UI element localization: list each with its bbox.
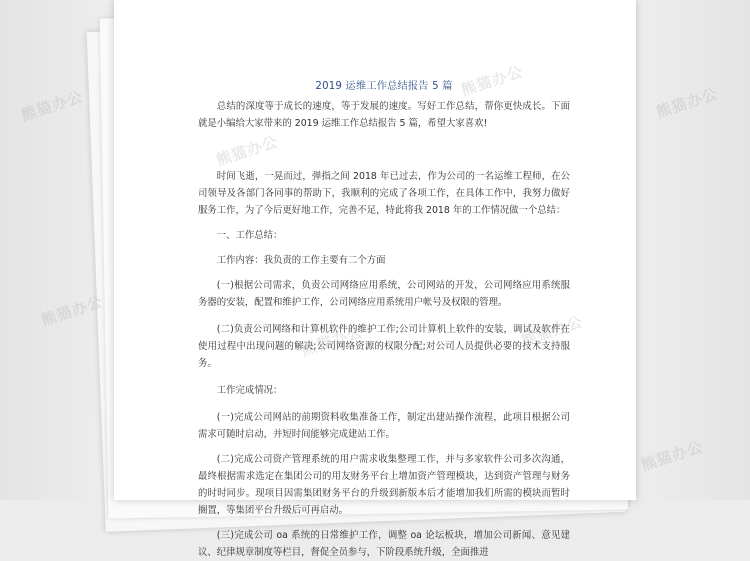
paragraph-completion-3: (三)完成公司 oa 系统的日常维护工作，调整 oa 论坛板块，增加公司新闻、意见建议、纪律规章制度等栏目，督促全员参与，下阶段系统升级，全面推进	[198, 530, 570, 558]
paragraph-item-1: (一)根据公司需求，负责公司网络应用系统，公司网站的开发，公司网络应用系统服务器的安装，配置和维护工作，公司网络应用系统用户帐号及权限的管理。	[198, 280, 570, 308]
document-title: 2019 运维工作总结报告 5 篇	[315, 81, 453, 92]
paragraph-completion-2: (二)完成公司资产管理系统的用户需求收集整理工作，并与多家软件公司多次沟通，最终根据需求选定在集团公司的用友财务平台上增加资产管理模块，达到资产管理与财务的时时同步。现项目因需集团财务平台的升级到新版本后才能增加我们所需的模块而暂时搁置，等集团平台升级后可再启动。	[198, 454, 570, 516]
watermark-text: 熊猫办公	[213, 132, 281, 170]
document-page	[114, 0, 636, 558]
watermark-text: 熊猫办公	[38, 292, 106, 330]
paragraph-completion-1: (一)完成公司网站的前期资料收集准备工作，制定出建站操作流程，此项目根据公司需求可随时启动，并短时间能够完成建站工作。	[198, 412, 570, 440]
paragraph-item-2: (二)负责公司网络和计算机软件的维护工作;公司计算机上软件的安装，调试及软件在使用过程中出现问题的解决;公司网络资源的权限分配;对公司人员提供必要的技术支持服务。	[198, 324, 570, 369]
watermark-text: 熊猫办公	[298, 322, 366, 360]
document-content	[198, 78, 570, 561]
watermark-text: 熊猫办公	[638, 437, 706, 475]
watermark-text: 熊猫办公	[653, 84, 721, 122]
section-heading: 一、工作总结：	[216, 230, 283, 241]
intro-paragraph: 总结的深度等于成长的速度，等于发展的速度。写好工作总结，帮你更快成长。下面就是小编给大家带来的 2019 运维工作总结报告 5 篇，希望大家喜欢!	[198, 101, 570, 129]
watermark-text: 熊猫办公	[518, 312, 586, 350]
completion-heading: 工作完成情况：	[216, 385, 283, 396]
watermark-text: 熊猫办公	[458, 62, 526, 100]
work-content-heading: 工作内容：我负责的工作主要有二个方面	[216, 255, 386, 266]
paragraph-overview: 时间飞逝，一晃而过，弹指之间 2018 年已过去，作为公司的一名运维工程师，在公司领导及各部门各同事的帮助下，我顺利的完成了各项工作，在具体工作中，我努力做好服务工作，为了今后更好地工作，完善不足，特此将我 2018 年的工作情况做一个总结：	[198, 171, 570, 216]
watermark-text: 熊猫办公	[18, 87, 86, 125]
